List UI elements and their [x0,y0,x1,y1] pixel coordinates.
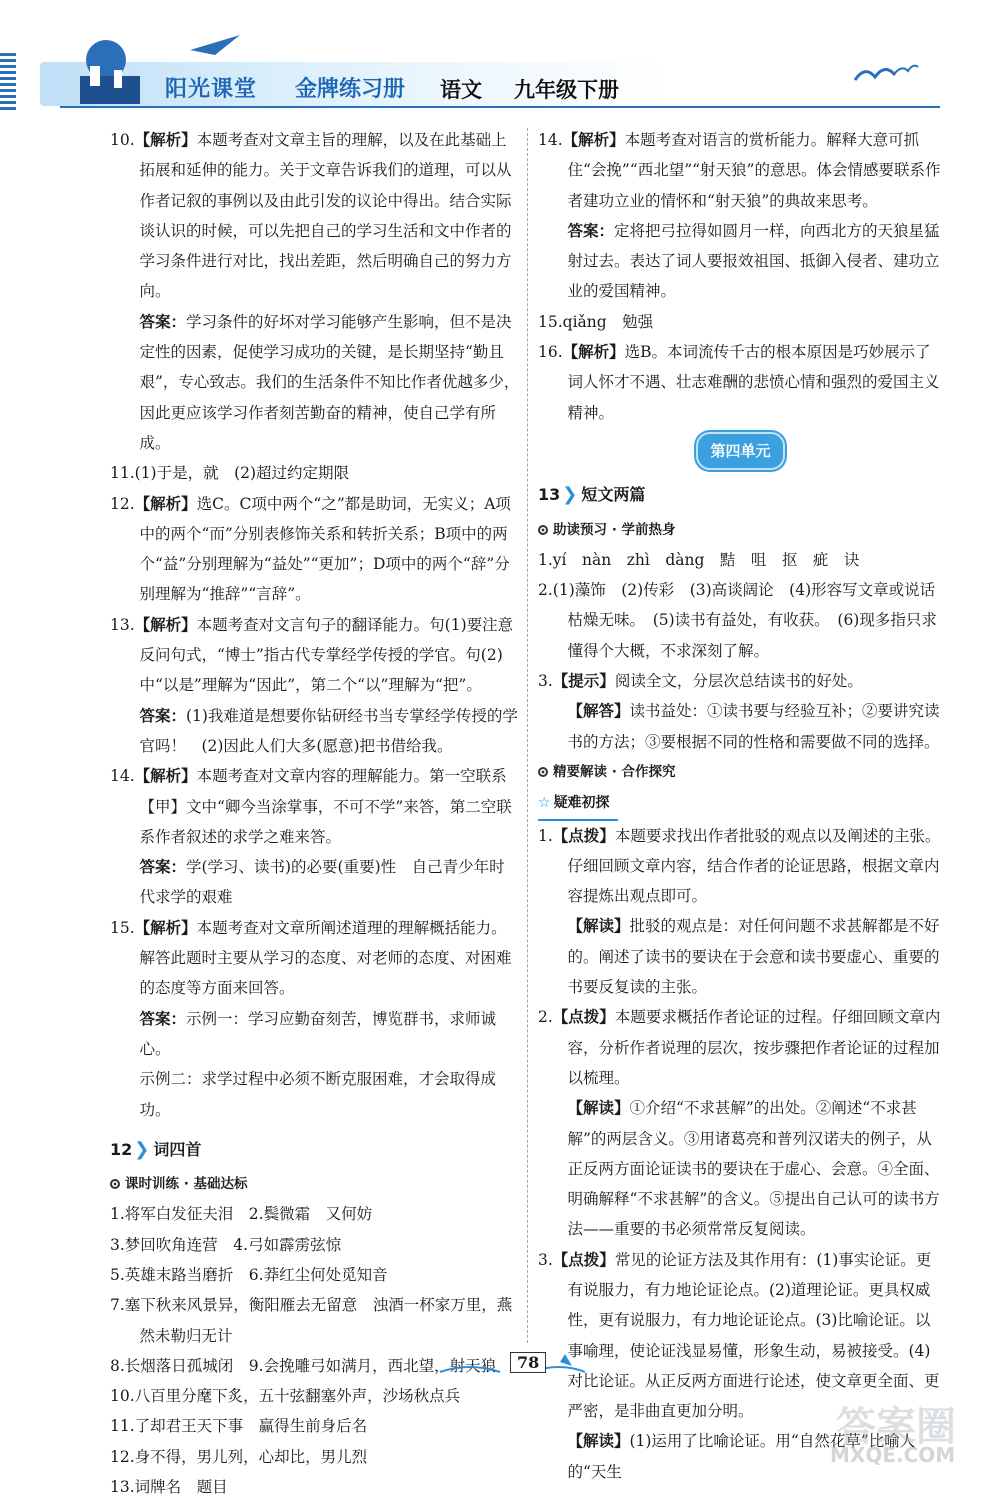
answer-item: 1.【点拨】本题要求找出作者批驳的观点以及阐述的主张。仔细回顾文章内容，结合作者的论证思路，根据文章内容提炼出观点即可。 [538,825,941,906]
answer-item: 3.梦回吹角连营 4.弓如霹雳弦惊 [110,1235,342,1254]
answer-key: 【解答】读书益处：①读书要与经验互补；②要讲究读书的方法；③要根据不同的性格和需要做不同的选择。 [567,701,940,751]
paper-plane-icon [185,30,245,60]
bullet-icon [538,767,548,777]
answer-item: 8.长烟落日孤城闭 9.会挽雕弓如满月，西北望，射天狼 [110,1356,497,1375]
answer-item: 7.塞下秋来风景异，衡阳雁去无留意 浊酒一杯家万里，燕然未勒归无计 [110,1296,513,1345]
header-underline [60,106,940,108]
watermark-logo: 答案圈 MXQE.COM [830,1404,956,1467]
answer-item: 2.(1)藻饰 (2)传彩 (3)高谈阔论 (4)形容写文章或说话枯燥无味。 (5)读书有益处，有收获。 (6)现多指只求懂得个大概，不求深刻了解。 [538,581,937,660]
answer-item: 13.词牌名 题目 [110,1478,228,1497]
answer-key: 答案：(1)我难道是想要你钻研经书当专掌经学传授的学官吗！ (2)因此人们大多(愿意)把书借给我。 [139,705,518,755]
bullet-icon [110,1179,120,1189]
answer-item: 13.【解析】本题考查对文言句子的翻译能力。句(1)要注意反问句式，“博士”指古代专掌经学传授的学官。句(2)中“以是”理解为“因此”，第二个“以”理解为“把”。 [110,614,514,695]
unit-badge: 第四单元 [538,432,943,470]
section-subtitle: 精要解读 · 合作探究 [538,757,943,787]
answer-item: 10.【解析】本题考查对文章主旨的理解，以及在此基础上拓展和延伸的能力。关于文章告诉我们的道理，可以从作者记叙的事例以及由此引发的议论中得出。结合实际谈认识的时候，可以先把自己的学习生活和文中作者的学习条件进行对比，找出差距，然后明确自己的努力方向。 [110,130,512,301]
answer-item: 11.(1)于是，就 (2)超过约定期限 [110,464,350,483]
answer-key: 答案：示例一：学习应勤奋刻苦，博览群书，求师诚心。 [139,1008,496,1058]
star-icon: ☆ [538,795,551,812]
answer-item: 15.qiǎng 勉强 [538,312,654,331]
difficulty-heading: ☆ 疑难初探 [538,788,618,820]
answer-item: 10.八百里分麾下炙，五十弦翻塞外声，沙场秋点兵 [110,1387,461,1406]
answer-key: 【解读】批驳的观点是：对任何问题不求甚解都是不好的。阐述了读书的要诀在于会意和读书要虚心、重要的书要反复读的主张。 [567,916,940,997]
answer-key: 【解读】(1)运用了比喻论证。用“自然花草”比喻人的“天生 [567,1431,916,1481]
brand-subtitle: 金牌练习册 [295,77,406,102]
answer-item: 14.【解析】本题考查对文章内容的理解能力。第一空联系【甲】文中“卿今当涂掌事，不可不学”来答，第二空联系作者叙述的求学之难来答。 [110,766,512,846]
answer-key: 示例二：求学过程中必须不断克服困难，才会取得成功。 [139,1070,496,1119]
page-number: 78 [510,1352,546,1373]
answer-key: 答案：学(学习、读书)的必要(重要)性 自己青少年时代求学的艰难 [139,857,505,907]
right-column [538,125,943,1487]
subject-label: 语文 [440,78,482,102]
chevron-right-icon: ❯ [562,484,578,506]
lighthouse-logo-icon [70,36,150,106]
answer-item: 5.英雄末路当磨折 6.莽红尘何处觅知音 [110,1265,388,1284]
page-header [0,0,1000,120]
section-subtitle: 助读预习 · 学前热身 [538,515,943,545]
answer-key: 答案：学习条件的好坏对学习能够产生影响，但不是决定性的因素，促使学习成功的关键，是长期坚持“勤且艰”，专心致志。我们的生活条件不知比作者优越多少，因此更应该学习作者刻苦勤奋的精神，使自己学有所成。 [139,311,520,452]
lesson-13-title: 13 ❯ 短文两篇 [538,480,943,510]
answer-item: 2.【点拨】本题要求概括作者论证的过程。仔细回顾文章内容，分析作者说理的层次，按步骤把作者论证的过程加以梳理。 [538,1007,941,1087]
answer-item: 16.【解析】选B。本词流传千古的根本原因是巧妙展示了词人怀才不遇、壮志难酬的悲愤心情和强烈的爱国主义精神。 [538,342,940,422]
lesson-12-title: 12 ❯ 词四首 [110,1135,520,1165]
answer-item: 11.了却君王天下事 赢得生前身后名 [110,1417,368,1436]
header-stripe-decoration [0,50,16,110]
section-subtitle: 课时训练 · 基础达标 [110,1169,520,1199]
answer-key: 【解读】①介绍“不求甚解”的出处。②阐述“不求甚解”的两层含义。③用诸葛亮和普列汉诺夫的例子，从正反两方面论证读书的要诀在于虚心、会意。④全面、明确解释“不求甚解”的含义。⑤提出自己认可的读书方法——重要的书必须常常反复阅读。 [567,1098,940,1239]
birds-icon [850,55,920,95]
brand-title: 阳光课堂 [165,77,258,102]
answer-item: 3.【点拨】常见的论证方法及其作用有：(1)事实论证。更有说服力，有力地论证论点。(2)道理论证。更具权威性，更有说服力，有力地论证论点。(3)比喻论证。以事喻理，使论证浅显易懂，形象生动，易被接受。(4)对比论证。从正反两方面进行论述，使文章更全面、更严密，是非曲直更加分明。 [538,1249,940,1421]
left-column [110,125,520,1502]
grade-label: 九年级下册 [514,78,619,102]
answer-item: 12.身不得，男儿列，心却比，男儿烈 [110,1447,368,1466]
answer-item: 12.【解析】选C。C项中两个“之”都是助词，无实义；A项中的两个“而”分别表修饰关系和转折关系；B项中的两个“益”分别理解为“益处”“更加”；D项中的两个“辞”分别理解为“推辞”“言辞”。 [110,493,511,604]
answer-item: 15.【解析】本题考查对文章所阐述道理的理解概括能力。解答此题时主要从学习的态度、对老师的态度、对困难的态度等方面来回答。 [110,917,512,998]
answer-item: 1.yí nàn zhì dàng 黠 咀 抠 疵 诀 [538,550,860,569]
answer-item: 1.将军白发征夫泪 2.鬓微霜 又何妨 [110,1205,373,1224]
bullet-icon [538,525,548,535]
answer-key: 答案：定将把弓拉得如圆月一样，向西北方的天狼星猛射过去。表达了词人要报效祖国、抵御入侵者、建功立业的爱国精神。 [567,220,940,301]
answer-item: 3.【提示】阅读全文，分层次总结读书的好处。 [538,671,863,691]
chevron-right-icon: ❯ [134,1138,150,1160]
column-divider [527,128,528,1343]
answer-item: 14.【解析】本题考查对语言的赏析能力。解释大意可抓住“会挽”“西北望”“射天狼”的意思。体会情感要联系作者建功立业的情怀和“射天狼”的典故来思考。 [538,130,941,210]
